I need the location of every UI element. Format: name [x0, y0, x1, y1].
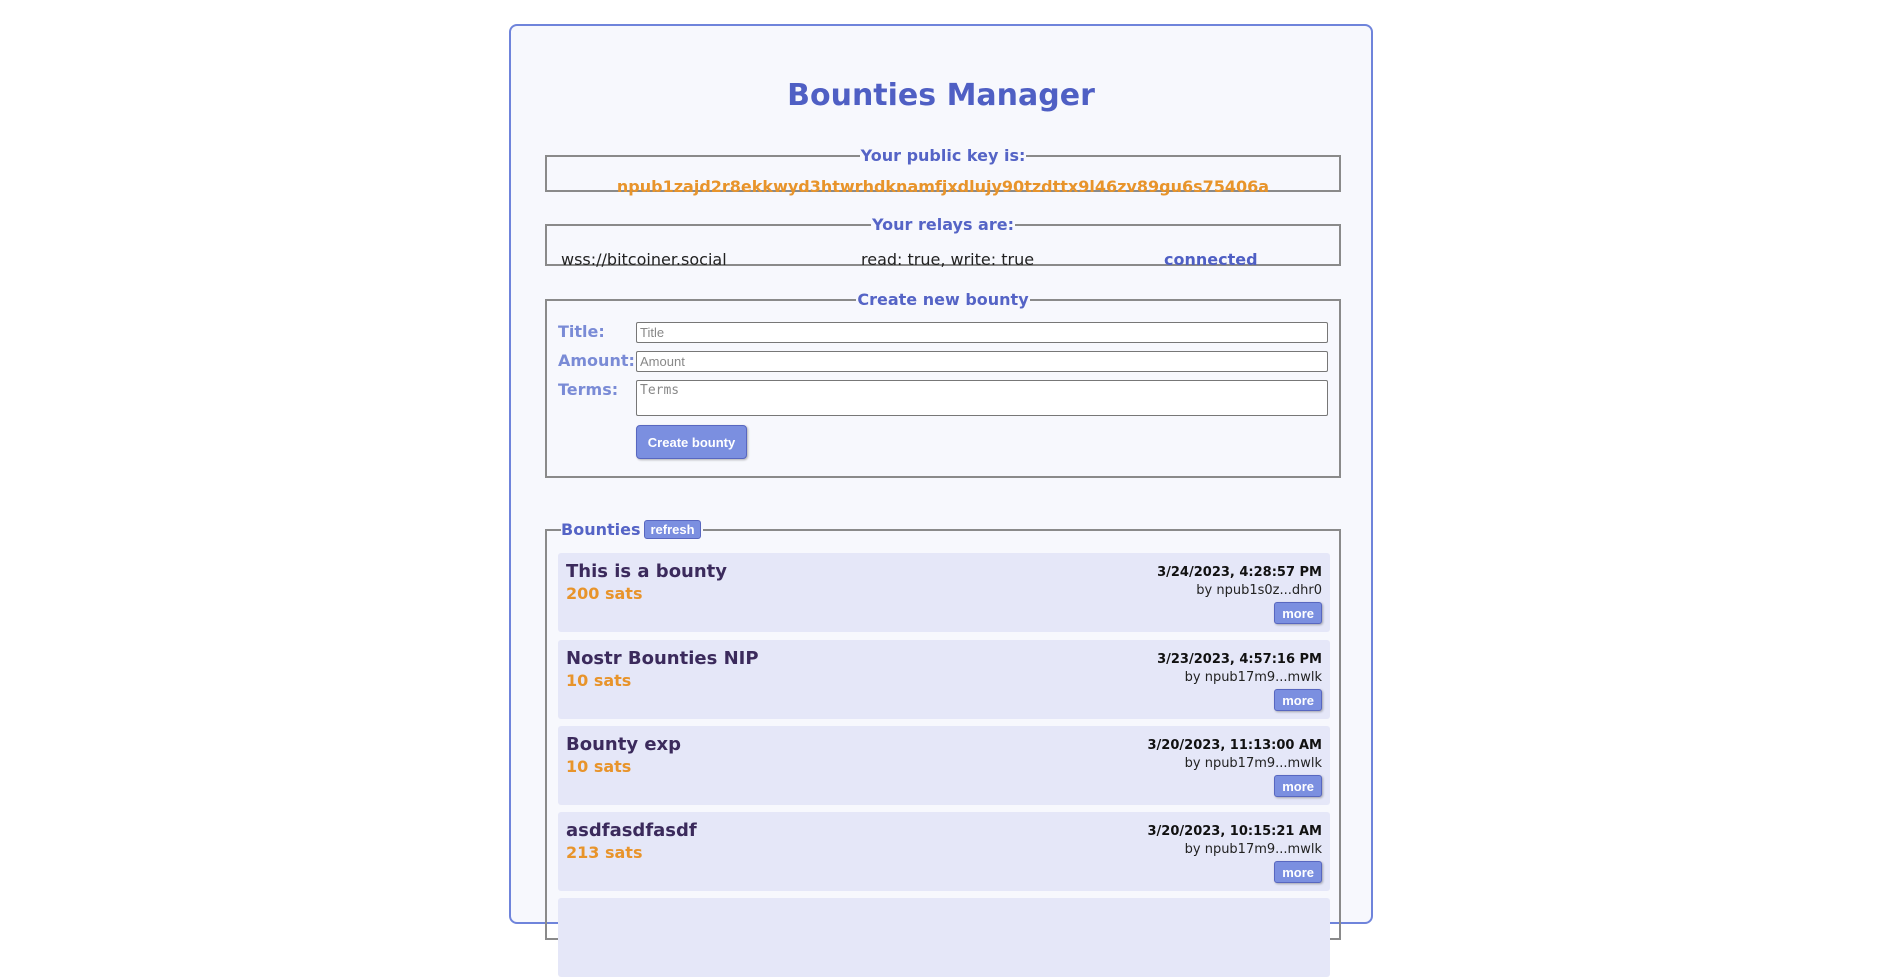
bounty-author: by npub17m9...mwlk [1184, 842, 1322, 857]
more-button[interactable]: more [1274, 602, 1322, 624]
refresh-button[interactable]: refresh [644, 520, 700, 539]
terms-label: Terms: [558, 380, 619, 399]
relay-permissions: read: true, write: true [861, 250, 1035, 269]
bounty-date: 3/20/2023, 10:15:21 AM [1147, 824, 1322, 839]
amount-label: Amount: [558, 351, 635, 370]
bounty-amount: 200 sats [566, 584, 643, 603]
more-button[interactable]: more [1274, 689, 1322, 711]
bounty-author: by npub17m9...mwlk [1184, 670, 1322, 685]
relay-status: connected [1164, 250, 1258, 269]
amount-input[interactable] [636, 351, 1328, 372]
more-button[interactable]: more [1274, 775, 1322, 797]
public-key-legend: Your public key is: [860, 146, 1026, 165]
title-label: Title: [558, 322, 605, 341]
main-card [509, 24, 1373, 924]
create-bounty-section [545, 290, 1341, 478]
relays-legend: Your relays are: [872, 215, 1014, 234]
bounties-legend-label: Bounties [561, 520, 641, 539]
public-key-value: npub1zajd2r8ekkwyd3htwrhdknamfjxdlujy90tzdttx9l46zv89gu6s75406a [616, 177, 1270, 196]
bounties-section [545, 520, 1341, 940]
bounty-author: by npub17m9...mwlk [1184, 756, 1322, 771]
bounty-title: Nostr Bounties NIP [566, 648, 759, 669]
bounty-amount: 213 sats [566, 843, 643, 862]
bounty-item-partial [558, 898, 1330, 977]
create-bounty-button[interactable]: Create bounty [636, 425, 747, 459]
bounty-item [558, 640, 1330, 719]
bounty-item [558, 553, 1330, 632]
create-bounty-legend: Create new bounty [857, 290, 1029, 309]
bounty-amount: 10 sats [566, 671, 632, 690]
relays-section [545, 215, 1341, 269]
relay-url: wss://bitcoiner.social [561, 250, 727, 269]
more-button[interactable]: more [1274, 861, 1322, 883]
bounty-amount: 10 sats [566, 757, 632, 776]
bounty-author: by npub1s0z...dhr0 [1196, 583, 1322, 598]
bounty-date: 3/23/2023, 4:57:16 PM [1157, 652, 1322, 667]
bounty-date: 3/24/2023, 4:28:57 PM [1157, 565, 1322, 580]
terms-textarea[interactable] [636, 380, 1328, 416]
bounty-date: 3/20/2023, 11:13:00 AM [1147, 738, 1322, 753]
bounty-title: Bounty exp [566, 734, 682, 755]
bounty-title: asdfasdfasdf [566, 820, 697, 841]
page-title: Bounties Manager [787, 78, 1095, 113]
bounty-item [558, 726, 1330, 805]
bounty-title: This is a bounty [566, 561, 728, 582]
title-input[interactable] [636, 322, 1328, 343]
bounties-legend [561, 520, 703, 539]
public-key-section [545, 146, 1341, 196]
bounty-item [558, 812, 1330, 891]
